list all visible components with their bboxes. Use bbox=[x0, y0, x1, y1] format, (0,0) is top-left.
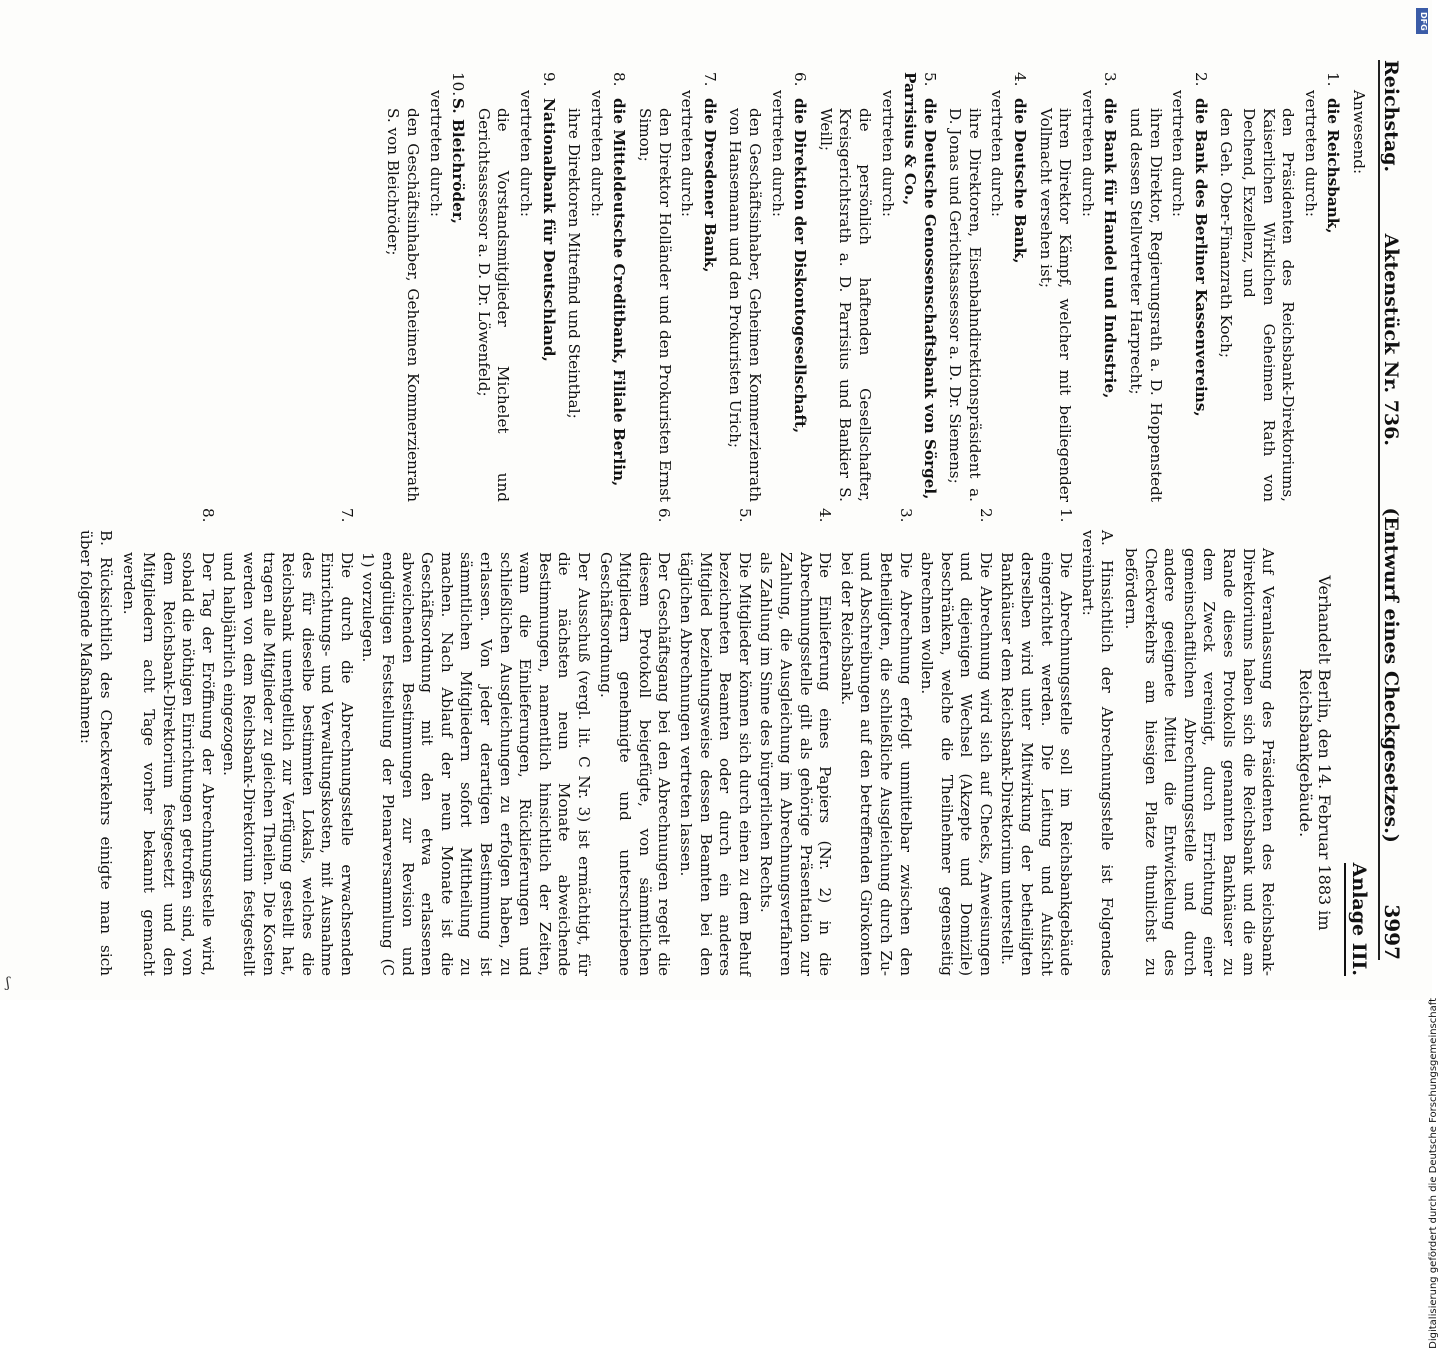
representative-text: den Geschäftsinhaber, Geheimen Kommerzienrath von Hansemann und den Prokuristen Urich; bbox=[726, 108, 764, 502]
representative-text: ihre Direktoren Mitrefind und Steinthal; bbox=[565, 108, 584, 419]
represented-by: vertreten durch: bbox=[678, 90, 697, 218]
protocol-item-number: 3. bbox=[896, 508, 915, 523]
attendee-entry bbox=[725, 72, 809, 502]
attendee-institution: die Deutsche Bank, bbox=[1011, 98, 1030, 264]
attendee-entry bbox=[815, 72, 939, 502]
represented-by: vertreten durch: bbox=[988, 90, 1007, 218]
attendee-number: 6. bbox=[791, 72, 810, 87]
attendee-number: 3. bbox=[1101, 72, 1120, 87]
attendee-institution: die Deutsche Genossenschaftsbank von Sörgel, Parrisius & Co., bbox=[901, 72, 939, 500]
representative-text: ihren Direktor, Regierungsrath a. D. Hoppenstedt und dessen Stellvertreter Harprecht; bbox=[1127, 108, 1165, 502]
attendee-number: 4. bbox=[1011, 72, 1030, 87]
page-number: 3997 bbox=[1380, 904, 1404, 960]
protocol-item-text: Die Abrechnungsstelle soll im Reichsbankgebäude eingerichtet werden. Die Leitung und Aufsicht derselben wird unter Mitwirkung der betheiligten Bankhäuser dem Reichsbank-Direktorium unterstellt. bbox=[998, 552, 1076, 976]
attendee-entry bbox=[383, 72, 467, 502]
attendee-name-line bbox=[609, 72, 629, 502]
protocol-items bbox=[119, 508, 1076, 976]
attendee-entry bbox=[564, 72, 629, 502]
attendee-institution: S. Bleichröder, bbox=[449, 98, 468, 224]
protocol-item bbox=[219, 508, 356, 976]
protocol-item-text: Die Abrechnung wird sich auf Checks, Anweisungen und diejenigen Wechsel (Akzepte und Domizile) beschränken, welche die Theilnehmer gegenseitig abrechnen wollen. bbox=[918, 552, 995, 976]
section-b: B. Rücksichtlich des Checkverkehrs einigte man sich über folgende Maßnahmen: bbox=[77, 530, 115, 976]
section-a: A. Hinsichtlich der Abrechnungsstelle ist Folgendes vereinbart: bbox=[1078, 530, 1117, 976]
attendee-name-line bbox=[538, 72, 558, 502]
attendee-number: 7. bbox=[700, 72, 719, 87]
attendee-institution: Nationalbank für Deutschland, bbox=[539, 98, 558, 362]
protocol-item-number: 8. bbox=[198, 508, 217, 523]
representative-text: den Geh. Ober-Finanzrath Koch; bbox=[1217, 108, 1236, 358]
attendee-name-line bbox=[900, 72, 939, 502]
protocol-item-text: Die Einlieferung eines Papiers (Nr. 2) in die Abrechnungsstelle gilt als gehörige Präsentation zur Zahlung, die Ausgleichung im Abrechnungsverfahren als Zahlung im Sinne des bürgerlichen Rechts. bbox=[757, 552, 835, 976]
represented-by: vertreten durch: bbox=[1301, 90, 1320, 218]
protocol-item-number: 2. bbox=[976, 508, 995, 523]
attendee-institution: die Direktion der Diskontogesellschaft, bbox=[791, 98, 810, 434]
attendees-intro: Anwesend: bbox=[1350, 90, 1368, 175]
attendee-name-line bbox=[1010, 72, 1030, 502]
attendees-list bbox=[383, 72, 1343, 502]
represented-by: vertreten durch: bbox=[1169, 90, 1188, 218]
protocol-item-number: 4. bbox=[816, 508, 835, 523]
attendee-number: 2. bbox=[1191, 72, 1210, 87]
protocol-item-number: 1. bbox=[1057, 508, 1076, 523]
attendee-name-line bbox=[1190, 72, 1210, 502]
represented-by: vertreten durch: bbox=[1078, 90, 1097, 218]
representative-text: die Vorstandsmitglieder Michelet und Gerichtsassessor a. D. Dr. Löwenfeld; bbox=[474, 108, 513, 502]
attendee-institution: die Bank des Berliner Kassenvereins, bbox=[1191, 98, 1210, 417]
dfg-logo: DFG bbox=[1416, 8, 1428, 34]
attendee-entry bbox=[945, 72, 1029, 502]
represented-by: vertreten durch: bbox=[768, 90, 787, 218]
representative-text: ihren Direktor Kämpf, welcher mit beiliegender Vollmacht versehen ist; bbox=[1036, 108, 1075, 502]
protocol-item-number: 5. bbox=[735, 508, 754, 523]
protocol-item-number: 7. bbox=[337, 508, 356, 523]
attendee-entry bbox=[1216, 72, 1343, 502]
protocol-item bbox=[675, 508, 754, 976]
representative-text: den Geschäftsinhaber, Geheimen Kommerzienrath S. von Bleichröder; bbox=[384, 108, 423, 502]
representative-text: die persönlich haftenden Gesellschafter, Kreisgerichtsrath a. D. Parrisius und Bankier S. Weill; bbox=[816, 108, 874, 502]
attendee-name-line bbox=[448, 72, 468, 502]
side-credit-text: Digitalisierung gefördert durch die Deutsche Forschungsgemeinschaft bbox=[1428, 998, 1439, 1349]
attendee-institution: die Mitteldeutsche Creditbank, Filiale Berlin, bbox=[610, 98, 629, 487]
place-date: Verhandelt Berlin, den 14. Februar 1883 im Reichsbankgebäude. bbox=[1295, 575, 1335, 931]
protocol-item bbox=[358, 530, 593, 976]
attendee-entry bbox=[1125, 72, 1209, 502]
attendee-number: 1. bbox=[1324, 72, 1343, 87]
page-header bbox=[1378, 60, 1414, 960]
attendee-number: 5. bbox=[920, 72, 939, 87]
anlage-heading: Anlage III. bbox=[1344, 863, 1368, 976]
represented-by: vertreten durch: bbox=[517, 90, 536, 218]
attendee-name-line bbox=[790, 72, 810, 502]
protocol-item bbox=[595, 508, 674, 976]
attendee-name-line bbox=[699, 72, 719, 502]
attendee-name-line bbox=[1323, 72, 1343, 502]
protocol-item bbox=[997, 508, 1076, 976]
attendee-entry bbox=[1035, 72, 1119, 502]
attendee-number: 8. bbox=[610, 72, 629, 87]
corner-mark: ʃ bbox=[6, 975, 10, 991]
attendee-name-line bbox=[1100, 72, 1120, 502]
protocol-item-number: 6. bbox=[655, 508, 674, 523]
protocol-item bbox=[756, 508, 835, 976]
protocol-item bbox=[917, 508, 995, 976]
protocol-item-text: Die Abrechnung erfolgt unmittelbar zwischen den Betheiligten, die schließliche Ausgleichung durch Zu- und Abschreibungen auf den betreffenden Girokonten bei der Reichsbank. bbox=[837, 552, 915, 976]
anlage-heading-wrap bbox=[1344, 530, 1368, 976]
protocol-item bbox=[836, 508, 915, 976]
attendee-institution: die Reichsbank, bbox=[1324, 98, 1343, 234]
attendees-column bbox=[380, 72, 1368, 502]
protocol-item bbox=[119, 508, 217, 976]
attendee-entry bbox=[634, 72, 718, 502]
protocol-item-text: Der Ausschuß (vergl. lit. C Nr. 3) ist ermächtigt, für die nächsten neun Monate abweichende Bestimmungen, namentlich hinsichtlich der Zeiten, wann die Einlieferungen, Rücklieferungen und schließlichen Ausgleichungen zu erfolgen haben, zu erlassen. Von jeder derartigen Bestimmung ist sämmtlichen Mitgliedern sofort Mittheilung zu machen. Nach Ablauf der neun Monate ist die Geschäftsordnung mit den etwa erlassenen abweichenden Bestimmungen zur Revision und endgültigen Feststellung der Plenarversammlung (C 1) vorzulegen. bbox=[359, 552, 594, 976]
represented-by: vertreten durch: bbox=[587, 90, 606, 218]
represented-by: vertreten durch: bbox=[878, 90, 897, 218]
rotated-page-content bbox=[32, 0, 1432, 1000]
protocol-item-text: Der Geschäftsgang bei den Abrechnungen regelt die diesem Protokoll beigefügte, von sämmtlichen Mitgliedern genehmigte und unterschriebene Geschäftsordnung. bbox=[596, 552, 674, 976]
side-credit bbox=[1412, 8, 1439, 1349]
representative-text: den Präsidenten des Reichsbank-Direktoriums, Kaiserlichen Wirklichen Geheimen Rath von Dechend, Exzellenz, und bbox=[1240, 108, 1298, 502]
protocol-item-text: Der Tag der Eröffnung der Abrechnungsstelle wird, sobald die nöthigen Einrichtungen getroffen sind, von dem Reichsbank-Direktorium festgesetzt und den Mitgliedern acht Tage vorher bekannt gemacht werden. bbox=[120, 552, 217, 976]
represented-by: vertreten durch: bbox=[426, 90, 445, 218]
protocol-item-text: Die durch die Abrechnungsstelle erwachsenden Einrichtungs- und Verwaltungskosten, mit Ausnahme des für dieselbe bestimmten Lokals, welches die Reichsbank unentgeltlich zur Verfügung gestellt hat, tragen alle Mitglieder zu gleichen Theilen. Die Kosten werden von dem Reichsbank-Direktorium festgestellt und halbjährlich eingezogen. bbox=[220, 552, 356, 976]
attendee-number: 10. bbox=[449, 72, 468, 97]
protocol-intro: Auf Veranlassung des Präsidenten des Reichsbank-Direktoriums haben sich die Reichsbank und die am Rande dieses Protokolls genannten Bankhäuser zu dem Zweck vereinigt, durch Errichtung einer gemeinschaftlichen Abrechnungsstelle und durch andere geeignete Mittel die Entwickelung des Checkverkehrs am hiesigen Platze thunlichst zu befördern. bbox=[1122, 548, 1278, 976]
attendee-institution: die Dresdener Bank, bbox=[700, 98, 719, 273]
protocol-item-text: Die Mitglieder können sich durch einen zu dem Behuf bezeichneten Beamten oder durch ein anderes Mitglied beziehungsweise dessen Beamten bei den täglichen Abrechnungen vertreten lassen. bbox=[677, 552, 754, 976]
protocol-column bbox=[76, 508, 1370, 976]
representative-text: den Direktor Holländer und den Prokuristen Ernst Simon; bbox=[636, 108, 674, 502]
header-title: Aktenstück Nr. 736. bbox=[1380, 233, 1402, 446]
attendee-entry bbox=[473, 72, 557, 502]
attendee-institution: die Bank für Handel und Industrie, bbox=[1101, 98, 1120, 399]
attendee-number: 9. bbox=[539, 72, 558, 87]
header-note: (Entwurf eines Checkgesetzes.) bbox=[1380, 507, 1402, 843]
header-left: Reichstag. bbox=[1380, 60, 1402, 173]
representative-text: ihre Direktoren, Eisenbahndirektionspräsident a. D. Jonas und Gerichtsassessor a. D. Dr. Siemens; bbox=[946, 108, 984, 502]
